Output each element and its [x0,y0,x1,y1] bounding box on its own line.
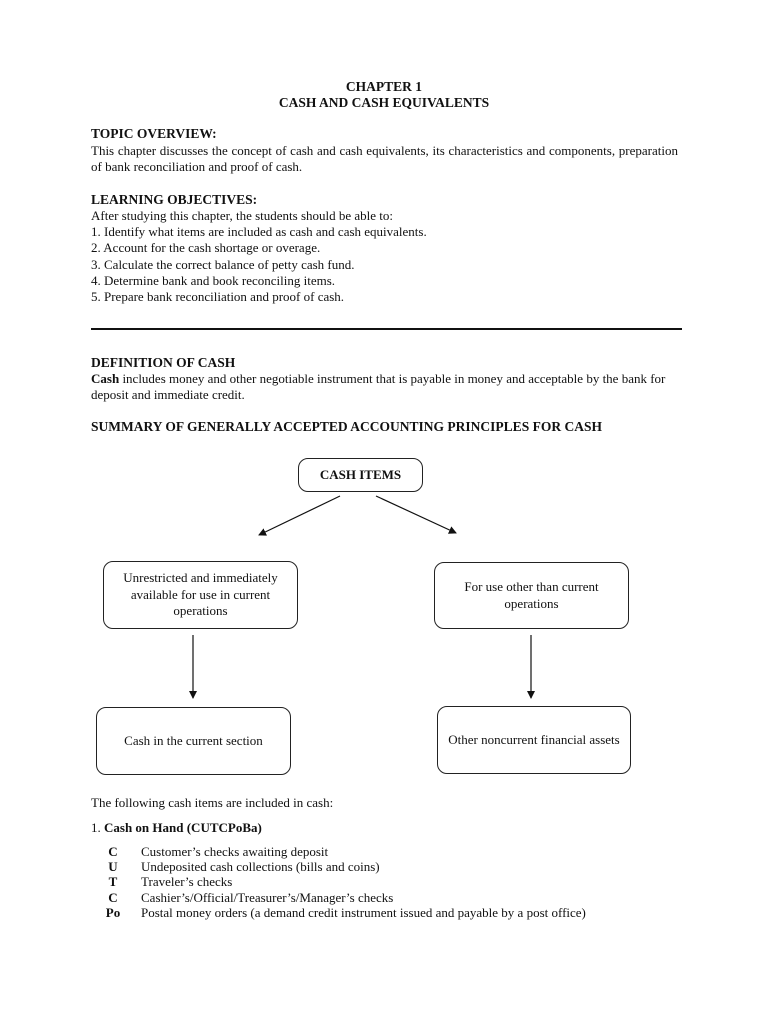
definition-heading: DEFINITION OF CASH [91,355,236,370]
included-intro: The following cash items are included in cash: [91,795,334,810]
mnemonic-letter: C [108,844,118,859]
arrow-root-to-left [259,496,340,535]
cash-items-box: CASH ITEMS [298,458,423,492]
list-item [98,905,586,920]
mnemonic-description: Traveler’s checks [141,874,233,890]
topic-overview-heading: TOPIC OVERVIEW: [91,126,217,141]
arrow-root-to-right [376,496,456,533]
mnemonic-description: Postal money orders (a demand credit instrument issued and payable by a post office) [141,904,586,920]
objective-item: 5. Prepare bank reconciliation and proof of cash. [91,289,345,305]
definition-term: Cash [91,371,120,386]
other-use-box: For use other than current operations [434,562,629,629]
objective-item: 1. Identify what items are included as cash and cash equivalents. [91,224,427,240]
mnemonic-description: Cashier’s/Official/Treasurer’s/Manager’s checks [141,889,394,905]
objective-item: 4. Determine bank and book reconciling items. [91,272,336,288]
summary-heading: SUMMARY OF GENERALLY ACCEPTED ACCOUNTING PRINCIPLES FOR CASH [91,419,602,434]
learning-objectives-intro: After studying this chapter, the students should be able to: [91,208,394,223]
cash-on-hand-number: 1. [91,820,104,835]
mnemonic-description: Undeposited cash collections (bills and coins) [141,859,380,875]
unrestricted-box: Unrestricted and immediately available for use in current operations [103,561,298,629]
list-item [98,844,586,859]
list-item [98,859,586,874]
mnemonic-letter: U [108,859,118,875]
chapter-number: CHAPTER 1 [345,79,423,94]
noncurrent-assets-box: Other noncurrent financial assets [437,706,631,774]
objective-item: 2. Account for the cash shortage or overage. [91,240,321,256]
chapter-title: CASH AND CASH EQUIVALENTS [278,95,490,110]
mnemonic-letter: C [108,889,118,905]
objective-item: 3. Calculate the correct balance of petty cash fund. [91,256,355,272]
cash-on-hand-heading [91,820,262,836]
list-item [98,874,586,889]
topic-overview-text: This chapter discusses the concept of cash and cash equivalents, its characteristics and components, preparation of bank reconciliation and proof of cash. [91,143,678,175]
definition-text: includes money and other negotiable instrument that is payable in money and acceptable by the bank for deposit and immediate credit. [91,371,666,403]
mnemonic-description: Customer’s checks awaiting deposit [141,844,329,859]
cash-on-hand-title: Cash on Hand (CUTCPoBa) [104,820,262,835]
mnemonic-letter: Po [105,904,121,920]
learning-objectives-heading: LEARNING OBJECTIVES: [91,192,258,207]
mnemonic-letter: T [108,874,118,890]
current-section-box: Cash in the current section [96,707,291,775]
list-item [98,890,586,905]
cash-on-hand-list [98,844,586,920]
